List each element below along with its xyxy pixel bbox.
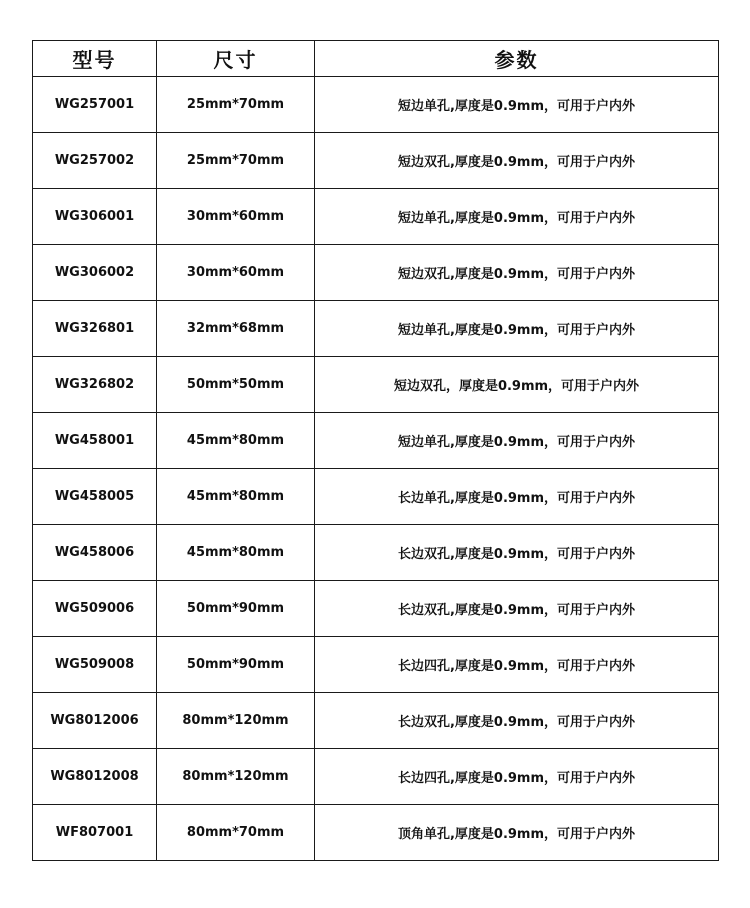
table-row xyxy=(33,693,719,749)
cell-params: 长边单孔,厚度是0.9mm，可用于户内外 xyxy=(315,469,719,525)
cell-size: 50mm*90mm xyxy=(157,637,315,693)
cell-model: WG458005 xyxy=(33,469,157,525)
table-body xyxy=(33,77,719,861)
cell-model: WG257001 xyxy=(33,77,157,133)
cell-model: WF807001 xyxy=(33,805,157,861)
cell-model: WG326801 xyxy=(33,301,157,357)
cell-size: 45mm*80mm xyxy=(157,469,315,525)
table-row xyxy=(33,469,719,525)
cell-params: 短边双孔,厚度是0.9mm，可用于户内外 xyxy=(315,245,719,301)
table-row xyxy=(33,525,719,581)
table-row xyxy=(33,357,719,413)
cell-model: WG509008 xyxy=(33,637,157,693)
cell-params: 长边双孔,厚度是0.9mm，可用于户内外 xyxy=(315,693,719,749)
cell-params: 短边双孔,厚度是0.9mm，可用于户内外 xyxy=(315,133,719,189)
table-row xyxy=(33,749,719,805)
cell-model: WG8012008 xyxy=(33,749,157,805)
cell-params: 长边四孔,厚度是0.9mm，可用于户内外 xyxy=(315,749,719,805)
cell-size: 32mm*68mm xyxy=(157,301,315,357)
cell-model: WG306002 xyxy=(33,245,157,301)
header-row xyxy=(33,41,719,77)
cell-size: 25mm*70mm xyxy=(157,133,315,189)
cell-size: 50mm*50mm xyxy=(157,357,315,413)
cell-params: 长边四孔,厚度是0.9mm，可用于户内外 xyxy=(315,637,719,693)
cell-params: 长边双孔,厚度是0.9mm，可用于户内外 xyxy=(315,525,719,581)
table-row xyxy=(33,637,719,693)
cell-params: 短边单孔,厚度是0.9mm，可用于户内外 xyxy=(315,413,719,469)
cell-params: 短边双孔，厚度是0.9mm，可用于户内外 xyxy=(315,357,719,413)
cell-params: 长边双孔,厚度是0.9mm，可用于户内外 xyxy=(315,581,719,637)
header-model: 型号 xyxy=(33,41,157,77)
spec-table xyxy=(32,40,719,861)
table-row xyxy=(33,133,719,189)
cell-size: 45mm*80mm xyxy=(157,413,315,469)
cell-size: 80mm*120mm xyxy=(157,749,315,805)
table-row xyxy=(33,805,719,861)
cell-model: WG8012006 xyxy=(33,693,157,749)
cell-size: 45mm*80mm xyxy=(157,525,315,581)
table-row xyxy=(33,581,719,637)
cell-model: WG257002 xyxy=(33,133,157,189)
cell-model: WG458001 xyxy=(33,413,157,469)
cell-params: 顶角单孔,厚度是0.9mm，可用于户内外 xyxy=(315,805,719,861)
cell-size: 25mm*70mm xyxy=(157,77,315,133)
table-row xyxy=(33,189,719,245)
cell-size: 80mm*70mm xyxy=(157,805,315,861)
table-row xyxy=(33,245,719,301)
table-header xyxy=(33,41,719,77)
cell-params: 短边单孔,厚度是0.9mm，可用于户内外 xyxy=(315,189,719,245)
cell-params: 短边单孔,厚度是0.9mm，可用于户内外 xyxy=(315,301,719,357)
table-row xyxy=(33,413,719,469)
cell-params: 短边单孔,厚度是0.9mm，可用于户内外 xyxy=(315,77,719,133)
header-params: 参数 xyxy=(315,41,719,77)
table-row xyxy=(33,301,719,357)
cell-model: WG306001 xyxy=(33,189,157,245)
table-row xyxy=(33,77,719,133)
cell-model: WG509006 xyxy=(33,581,157,637)
cell-model: WG458006 xyxy=(33,525,157,581)
cell-size: 80mm*120mm xyxy=(157,693,315,749)
header-size: 尺寸 xyxy=(157,41,315,77)
cell-model: WG326802 xyxy=(33,357,157,413)
cell-size: 50mm*90mm xyxy=(157,581,315,637)
cell-size: 30mm*60mm xyxy=(157,189,315,245)
cell-size: 30mm*60mm xyxy=(157,245,315,301)
